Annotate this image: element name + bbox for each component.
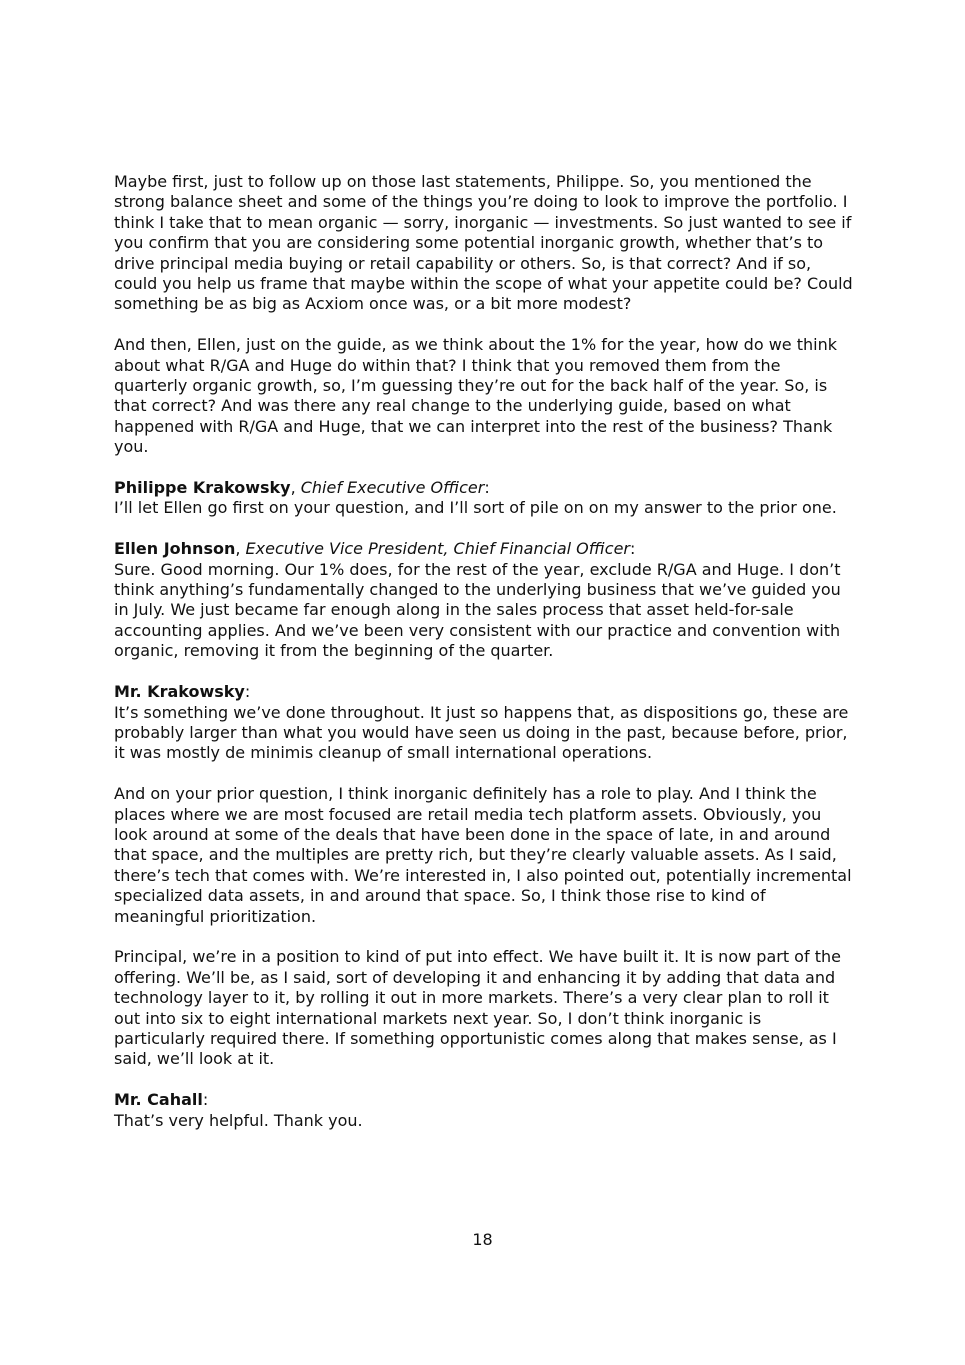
speaker-colon: : [484, 478, 490, 498]
answer-paragraph: Principal, we’re in a position to kind of put into effect. We have built it. It is now part of the offering. We’ll be, as I said, sort of developing it and enhancing it by adding that data and technology layer to it, by rolling it out in more markets. There’s a very clear plan to roll it out into six to eight international markets next year. So, I don’t think inorganic is particularly required there. If something opportunistic comes along that makes sense, as I said, we’ll look at it. [114, 947, 841, 1069]
speaker-heading [114, 539, 854, 559]
speaker-heading [114, 478, 854, 498]
answer-paragraph: Sure. Good morning. Our 1% does, for the rest of the year, exclude R/GA and Huge. I don’t think anything’s fundamentally changed to the underlying business that we’ve guided you in July. We just became far enough along in the sales process that asset held-for-sale accounting applies. And we’ve been very consistent with our practice and convention with organic, removing it from the beginning of the quarter. [114, 559, 841, 661]
speaker-name: Mr. Cahall [114, 1090, 203, 1110]
speaker-heading [114, 1090, 854, 1110]
question-paragraph: Maybe first, just to follow up on those last statements, Philippe. So, you mentioned the strong balance sheet and some of the things you’re doing to look to improve the portfolio. I think I take that to mean organic — sorry, inorganic — investments. So just wanted to see if you confirm that you are considering some potential inorganic growth, whether that’s to drive principal media buying or retail capability or others. So, is that correct? And if so, could you help us frame that maybe within the scope of what your appetite could be? Could something be as big as Acxiom once was, or a bit more modest? [114, 172, 853, 314]
speaker-name: Mr. Krakowsky [114, 682, 245, 702]
speaker-title: Chief Executive Officer [300, 478, 485, 498]
page-number: 18 [472, 1230, 493, 1249]
speaker-name: Ellen Johnson [114, 539, 236, 559]
speaker-separator: , [235, 539, 246, 559]
speaker-title: Executive Vice President, Chief Financial Officer [245, 539, 630, 559]
question-paragraph: And then, Ellen, just on the guide, as we think about the 1% for the year, how do we think about what R/GA and Huge do within that? I think that you removed them from the quarterly organic growth, so, I’m guessing they’re out for the back half of the year. So, is that correct? And was there any real change to the underlying guide, based on what happened with R/GA and Huge, that we can interpret into the rest of the business? Thank you. [114, 335, 837, 457]
speaker-colon: : [202, 1090, 209, 1110]
answer-paragraph: It’s something we’ve done throughout. It just so happens that, as dispositions go, these are probably larger than what you would have seen us doing in the past, because before, prior, it was mostly de minimis cleanup of small international operations. [114, 702, 849, 763]
speaker-colon: : [629, 539, 636, 559]
speaker-colon: : [244, 682, 251, 702]
transcript-body [114, 172, 854, 1151]
answer-paragraph: And on your prior question, I think inorganic definitely has a role to play. And I think the places where we are most focused are retail media tech platform assets. Obviously, you look around at some of the deals that have been done in the space of late, in and around that space, and the multiples are pretty rich, but they’re clearly valuable assets. As I said, there’s tech that comes with. We’re interested in, I also pointed out, potentially incremental specialized data assets, in and around that space. So, I think those rise to kind of meaningful prioritization. [114, 784, 852, 926]
speaker-separator: , [290, 478, 301, 498]
answer-paragraph: That’s very helpful. Thank you. [114, 1110, 363, 1130]
speaker-name: Philippe Krakowsky [114, 478, 291, 498]
speaker-heading [114, 682, 854, 702]
answer-paragraph: I’ll let Ellen go first on your question, and I’ll sort of pile on on my answer to the prior one. [114, 498, 837, 518]
